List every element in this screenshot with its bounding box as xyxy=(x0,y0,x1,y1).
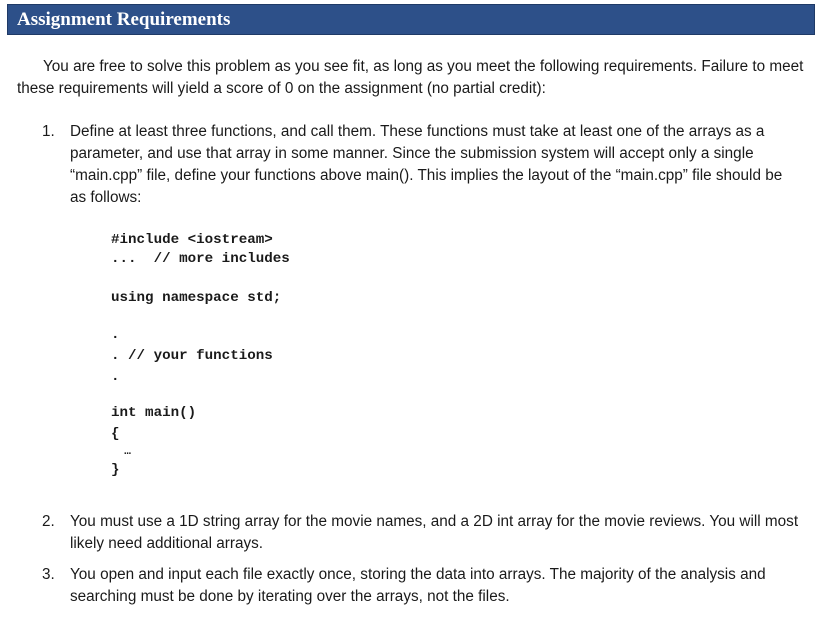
code-include: #include <iostream> xyxy=(111,232,273,248)
code-dot: . xyxy=(111,369,120,385)
section-title: Assignment Requirements xyxy=(17,9,231,30)
item-text-1: Define at least three functions, and call them. These functions must take at least one of the arrays as a parameter, and use that array in some manner. Since the submission system will accept only a single “main.cpp” file, define your functions above main(). This implies the layout of the “main.cpp” file should be as follows: xyxy=(70,123,783,206)
item-number-3: 3. xyxy=(42,566,55,583)
code-using: using namespace std; xyxy=(111,290,282,306)
code-open-brace: { xyxy=(111,426,120,442)
item-text-2: You must use a 1D string array for the movie names, and a 2D int array for the movie reviews. You will most likely need additional arrays. xyxy=(70,513,799,552)
code-close-brace: } xyxy=(111,462,120,478)
code-ellipsis: … xyxy=(111,446,131,458)
code-dot: . xyxy=(111,327,120,343)
code-more-includes: ... // more includes xyxy=(111,251,290,267)
code-main-signature: int main() xyxy=(111,405,197,421)
intro-paragraph: You are free to solve this problem as you see fit, as long as you meet the following requirements. Failure to meet these requirements will yield a score of 0 on the assignment (no partial credit): xyxy=(17,58,804,97)
section-header xyxy=(7,4,815,35)
item-number-1: 1. xyxy=(42,123,55,140)
item-text-3: You open and input each file exactly once, storing the data into arrays. The majority of the analysis and searching must be done by iterating over the arrays, not the files. xyxy=(70,566,766,605)
code-your-functions: . // your functions xyxy=(111,348,273,364)
item-number-2: 2. xyxy=(42,513,55,530)
